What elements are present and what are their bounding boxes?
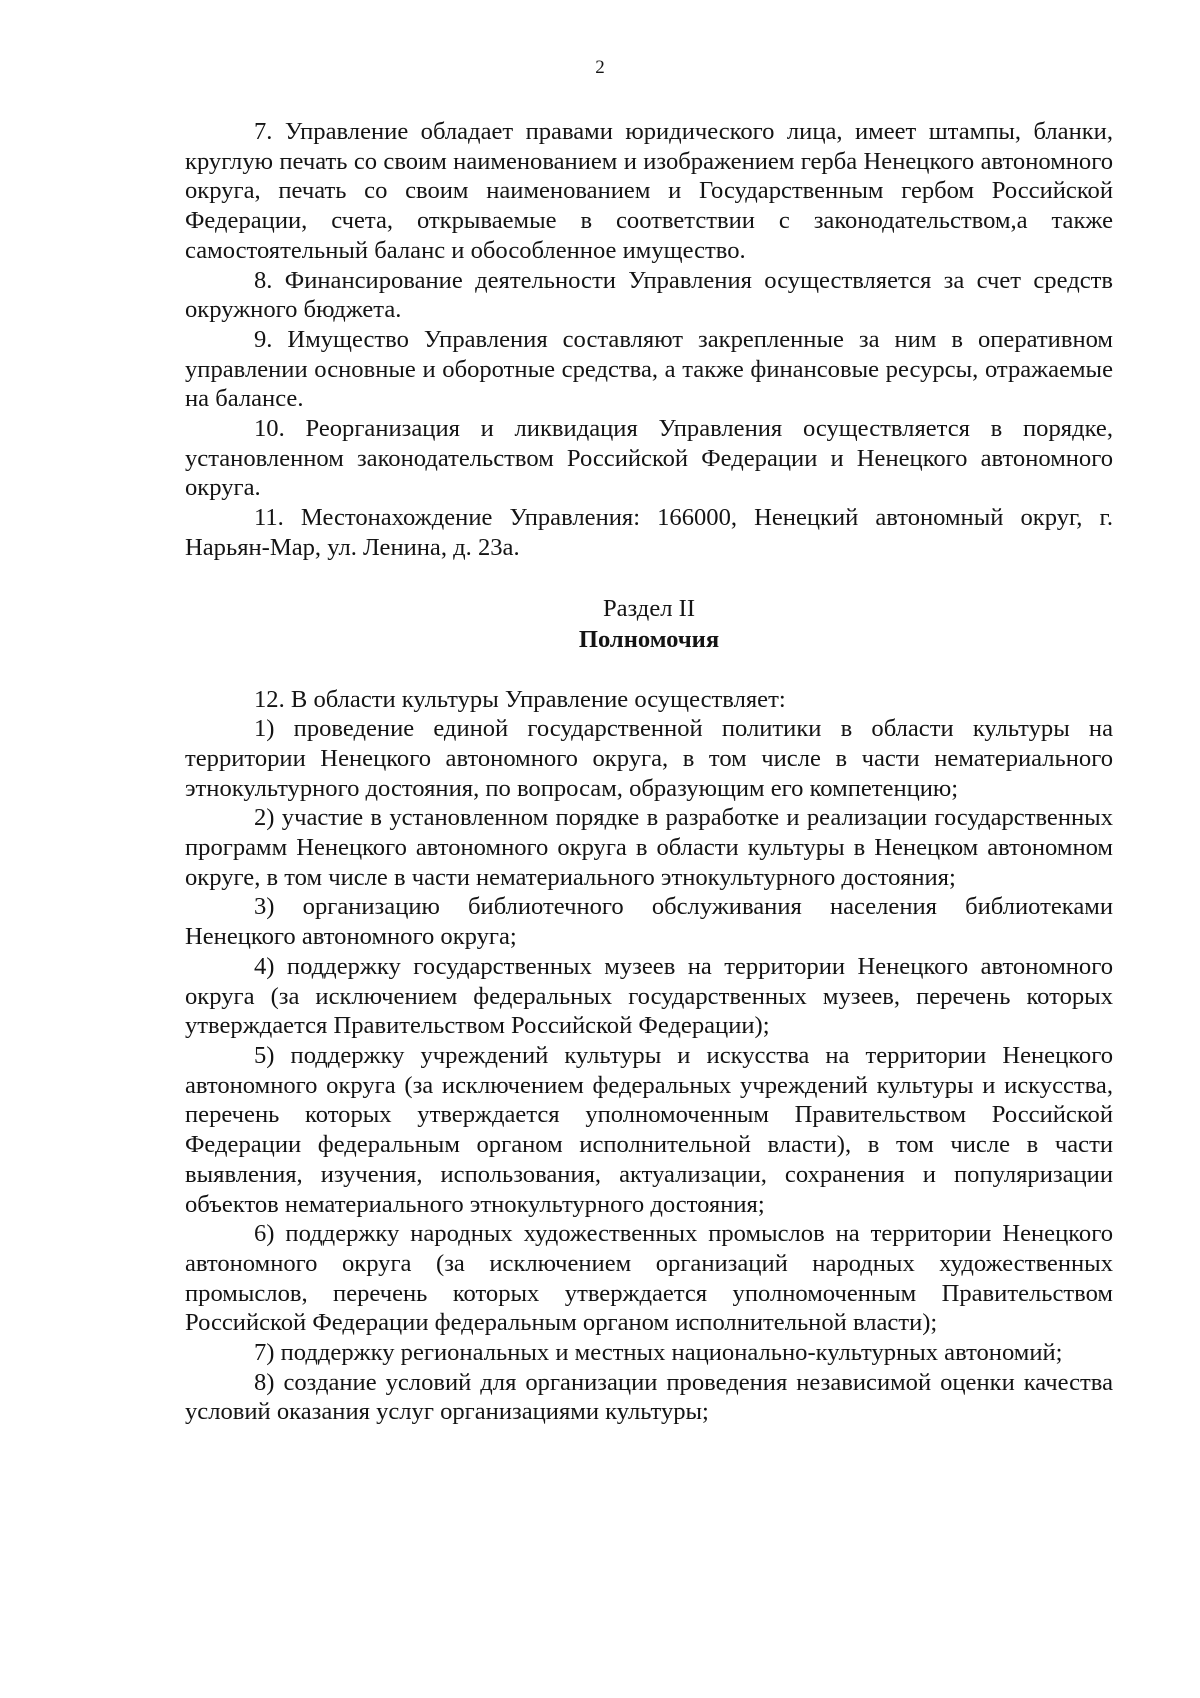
list-item-3: 3) организацию библиотечного обслуживания населения библиотеками Ненецкого автономного округа; <box>185 893 1113 951</box>
list-item-1: 1) проведение единой государственной политики в области культуры на территории Ненецкого автономного округа, в том числе в части нематериального этнокультурного достояния, по вопросам, образующим его компетенцию; <box>185 715 1113 802</box>
section-heading <box>185 593 1113 655</box>
list-item-6: 6) поддержку народных художественных промыслов на территории Ненецкого автономного округа (за исключением организаций народных художественных промыслов, перечень которых утверждается уполномоченным Правительством Российской Федерации федеральным органом исполнительной власти); <box>185 1220 1113 1337</box>
paragraph-8: 8. Финансирование деятельности Управления осуществляется за счет средств окружного бюджета. <box>185 266 1113 324</box>
paragraph-7: 7. Управление обладает правами юридического лица, имеет штампы, бланки, круглую печать со своим наименованием и изображением герба Ненецкого автономного округа, печать со своим наименованием и Государственным гербом Российской Федерации, счета, открываемые в соответствии с законодательством,а также самостоятельный баланс и обособленное имущество. <box>185 118 1113 264</box>
document-body <box>185 117 1113 1427</box>
list-item-4: 4) поддержку государственных музеев на территории Ненецкого автономного округа (за исключением федеральных государственных музеев, перечень которых утверждается Правительством Российской Федерации); <box>185 952 1113 1040</box>
paragraph-9: 9. Имущество Управления составляют закрепленные за ним в оперативном управлении основные и оборотные средства, а также финансовые ресурсы, отражаемые на балансе. <box>185 325 1113 413</box>
list-item-5: 5) поддержку учреждений культуры и искусства на территории Ненецкого автономного округа (за исключением федеральных учреждений культуры и искусства, перечень которых утверждается уполномоченным Правительством Российской Федерации федеральным органом исполнительной власти), в том числе в части выявления, изучения, использования, актуализации, сохранения и популяризации объектов нематериального этнокультурного достояния; <box>185 1041 1113 1218</box>
section-label: Раздел II <box>602 594 696 622</box>
paragraph-12: 12. В области культуры Управление осуществляет: <box>254 685 786 713</box>
paragraph-10: 10. Реорганизация и ликвидация Управления осуществляется в порядке, установленном законодательством Российской Федерации и Ненецкого автономного округа. <box>185 415 1113 502</box>
paragraph-11: 11. Местонахождение Управления: 166000, Ненецкий автономный округ, г. Нарьян-Мар, ул. Ленина, д. 23а. <box>185 504 1113 561</box>
list-item-7: 7) поддержку региональных и местных национально-культурных автономий; <box>254 1339 1063 1367</box>
page-number: 2 <box>595 57 605 78</box>
section-title: Полномочия <box>578 625 720 653</box>
list-item-8: 8) создание условий для организации проведения независимой оценки качества условий оказания услуг организациями культуры; <box>185 1368 1113 1426</box>
list-item-2: 2) участие в установленном порядке в разработке и реализации государственных программ Ненецкого автономного округа в области культуры в Ненецком автономном округе, в том числе в части нематериального этнокультурного достояния; <box>185 804 1113 891</box>
